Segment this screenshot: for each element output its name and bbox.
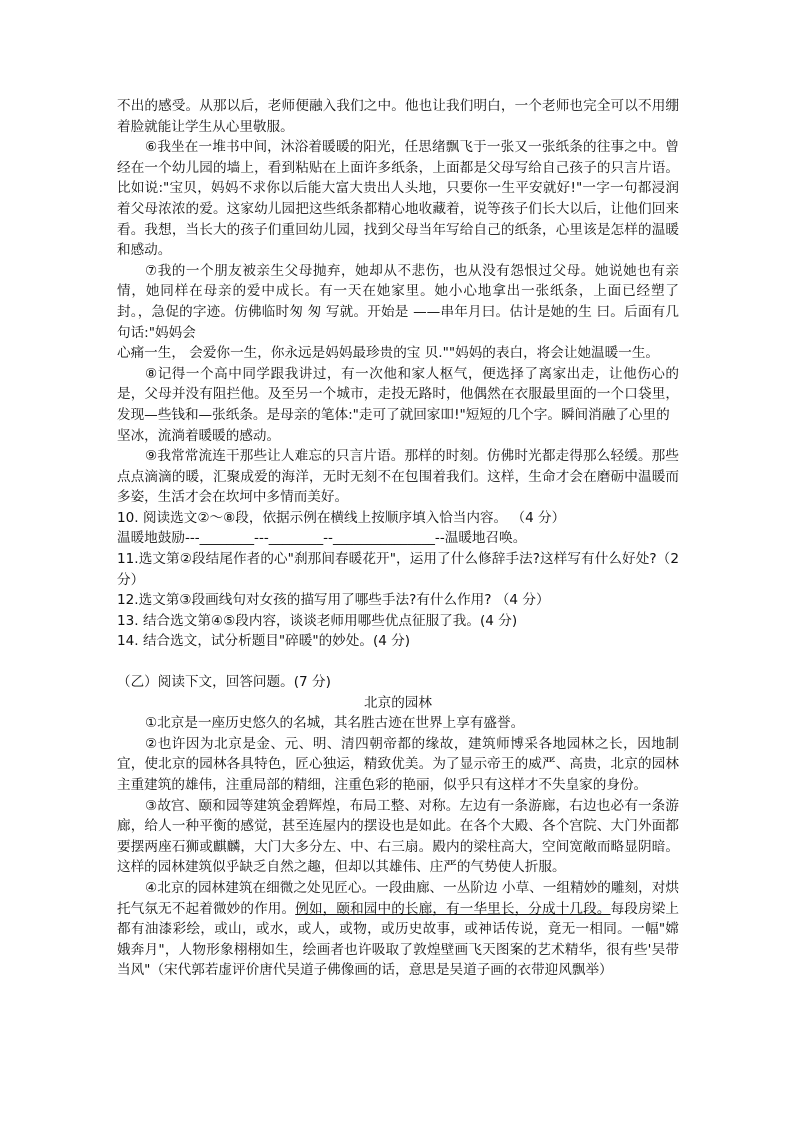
passage-paragraph-6: ⑥我坐在一堆书中间，沐浴着暖暖的阳光，任思绪飘飞于一张又一张纸条的往事之中。曾经在一个幼儿园的墙上，看到粘贴在上面许多纸条，上面都是父母写给自己孩子的只言片语。比如说:"宝贝，妈妈不求你以后能大富大贵出人头地，只要你一生平安就好!"一字一句都浸润着父母浓浓的爱。这家幼儿园把这些纸条都精心地收藏着，说等孩子们长大以后，让他们回来看。我想，当长大的孩子们重回幼儿园，找到父母当年写给自己的纸条，心里该是怎样的温暖和感动。 [117,139,679,259]
article-paragraph-4 [117,878,679,981]
article-title: 北京的园林 [364,694,432,711]
section-gap [117,652,679,672]
passage-paragraph-5-tail: 不出的感受。从那以后，老师便融入我们之中。他也让我们明白，一个老师也完全可以不用绷着脸就能让学生从心里敬服。 [117,98,679,135]
passage-paragraph-8-cont: 坚冰，流淌着暖暖的感动。 [117,427,281,444]
article-paragraph-3: ③故宫、颐和园等建筑金碧辉煌，布局工整、对称。左边有一条游廊，右边也必有一条游廊，给人一种平衡的感觉，甚至连屋内的摆设也是如此。在各个大殿、各个宫院、大门外面都要摆两座石狮或麒麟，大门大多分左、中、右三扇。殿内的梁柱高大，空间宽敞而略显阴暗。这样的园林建筑似乎缺乏自然之趣，但却以其雄伟、庄严的气势使人折服。 [117,797,679,876]
section-b-heading: （乙）阅读下文，回答问题。(7 分) [117,674,331,691]
question-12: 12.选文第③段画线句对女孩的描写用了哪些手法?有什么作用? （4 分） [117,592,550,609]
passage-paragraph-7: ⑦我的一个朋友被亲生父母抛弃，她却从不悲伤，也从没有怨恨过父母。她说她也有亲情，她同样在母亲的爱中成长。有一天在她家里。她小心地拿出一张纸条，上面已经塑了封。，急促的字迹。仿佛临时匆 匆 写就。开始是 ——串年月曰。估计是她的生 曰。后面有几句话:"妈妈会 [117,262,679,341]
underlined-sentence: 例如，颐和园中的长廊，有一华里长，分成十几段。 [295,900,611,917]
question-10-blanks: 温暖地鼓励---________---________--_______________--温暖地召唤。 [117,530,527,547]
paragraph-4-rest: 每段房梁上都有油漆彩绘，或山，或水，或人，或物，或历史故事，或神话传说，竟无一相同。一幅"嫦娥奔月"，人物形象栩栩如生，绘画者也许吸取了敦煌壁画飞天图案的艺术精华，很有些'吴带当风"（宋代郭若虚评价唐代吴道子佛像画的话，意思是吴道子画的衣带迎风飘举） [117,900,680,979]
passage-paragraph-9: ⑨我常常流连干那些让人难忘的只言片语。那样的时刻。仿佛时光都走得那么轻缓。那些点点滴滴的暖，汇聚成爱的海洋，无时无刻不在包围着我们。这样，生命才会在磨砺中温暖而多姿，生活才会在坎坷中多情而美好。 [117,448,679,506]
article-paragraph-2: ②也许因为北京是金、元、明、清四朝帝都的缘故，建筑师博采各地园林之长，因地制宜，使北京的园林各具特色，匠心独运，精致优美。为了显示帝王的威严、高贵，北京的园林主重建筑的雄伟，注重局部的精细，注重色彩的艳丽，似乎只有这样才不失皇家的身份。 [117,735,679,793]
question-13: 13. 结合选文第④⑤段内容，谈谈老师用哪些优点征服了我。(4 分) [117,612,518,629]
paragraph-4-intro: ④北京的园林建筑在细微之处见匠心。一段曲廊、一丛阶边 小草、一组精妙的雕刻，对烘托气氛无不起着微妙的作用。 [117,879,679,917]
passage-paragraph-8: ⑧记得一个高中同学跟我讲过，有一次他和家人枢气，便选择了离家出走，让他伤心的是，父母并没有阻拦他。及至另一个城市，走投无路时，他偶然在衣服最里面的一个口袋里，发现—些钱和—张纸条。是母亲的笔体:"走可了就回家吅!"短短的几个字。瞬间消融了心里的 [117,365,679,423]
question-10: 10. 阅读选文②～⑧段，依据示例在横线上按顺序填入恰当内容。 （4 分） [117,509,566,526]
question-14: 14. 结合选文，试分析题目"碎暖"的妙处。(4 分) [117,633,411,650]
article-paragraph-1: ①北京是一座历史悠久的名城，其名胜古迹在世界上享有盛誉。 [145,715,525,732]
page-content [117,96,679,981]
question-11: 11.选文第②段结尾作者的心"刹那间春暖花开"，运用了什么修辞手法?这样写有什么好处?（2 分） [117,551,679,588]
passage-paragraph-7-cont: 心痛一生， 会爱你一生，你永远是妈妈最珍贵的宝 贝.""妈妈的表白，将会让她温暖一生。 [117,345,660,362]
